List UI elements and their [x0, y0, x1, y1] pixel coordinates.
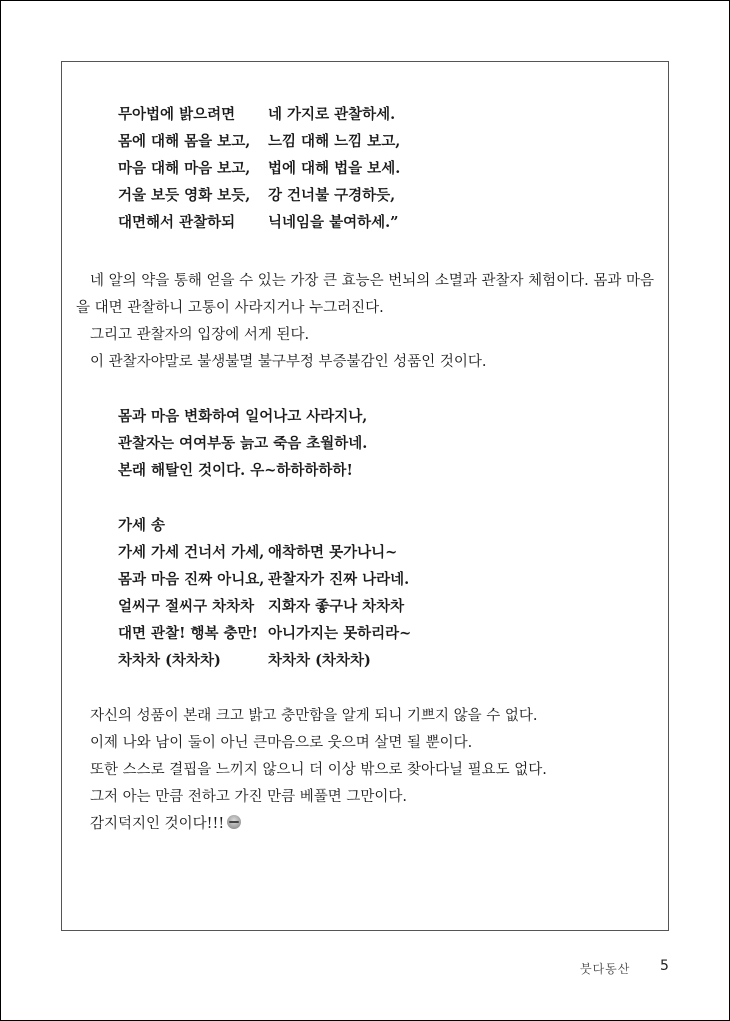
paragraph-line: 또한 스스로 결핍을 느끼지 않으니 더 이상 밖으로 찾아다닐 필요도 없다.: [90, 762, 547, 778]
verse-right: 닉네임을 붙여하세.”: [268, 214, 399, 231]
body-paragraph-1: [76, 268, 656, 376]
verse-stanza-3: [118, 512, 411, 674]
paragraph-line: 이제 나와 남이 둘이 아닌 큰마음으로 웃으며 살면 될 뿐이다.: [90, 735, 473, 751]
paragraph-line: 그저 아는 만큼 전하고 가진 만큼 베풀면 그만이다.: [90, 789, 408, 805]
verse-line: 관찰자는 여여부동 늙고 죽음 초월하네.: [118, 435, 368, 452]
verse-line: 몸과 마음 변화하여 일어나고 사라지나,: [118, 408, 368, 425]
verse-right: 네 가지로 관찰하세.: [268, 106, 396, 123]
paragraph-line: 자신의 성품이 본래 크고 밝고 충만함을 알게 되니 기쁘지 않을 수 없다.: [90, 708, 538, 724]
verse-row: [118, 566, 411, 593]
paragraph-line: 그리고 관찰자의 입장에 서게 된다.: [90, 327, 310, 343]
verse-right: 관찰자가 진짜 나라네.: [268, 571, 410, 588]
verse-left: 몸에 대해 몸을 보고,: [118, 133, 251, 150]
verse-left: 무아법에 밝으려면: [118, 106, 236, 123]
verse-line: 본래 해탈인 것이다. 우~하하하하하!: [118, 462, 353, 479]
verse-right: 아니가지는 못하리라~: [268, 625, 412, 642]
verse-row: [118, 155, 400, 182]
closing-text: 감지덕지인 것이다!!!: [90, 816, 225, 832]
verse-right: 지화자 좋구나 차차차: [268, 598, 405, 615]
verse-row: [118, 128, 400, 155]
verse-row: [118, 182, 400, 209]
page-number: 5: [660, 958, 669, 974]
verse-left: 거울 보듯 영화 보듯,: [118, 187, 251, 204]
verse-stanza-2: [118, 403, 367, 484]
verse-left: 몸과 마음 진짜 아니요,: [118, 571, 265, 588]
verse-right: 느낌 대해 느낌 보고,: [268, 133, 401, 150]
smiley-icon: [227, 815, 241, 829]
verse-row: [118, 620, 411, 647]
verse-stanza-1: [118, 101, 400, 236]
verse-row: [118, 101, 400, 128]
verse-row: [118, 539, 411, 566]
verse-left: 대면 관찰! 행복 충만!: [118, 625, 258, 642]
verse-right: 법에 대해 법을 보세.: [268, 160, 401, 177]
body-paragraph-2: [76, 703, 656, 838]
verse-right: 애착하면 못가나니~: [268, 544, 398, 561]
verse-right: 차차차 (차차차): [268, 652, 371, 669]
verse-left: 차차차 (차차차): [118, 652, 221, 669]
stanza-title: 가세 송: [118, 517, 166, 534]
paragraph-line: 네 알의 약을 통해 얻을 수 있는 가장 큰 효능은 번뇌의 소멸과 관찰자 체험이다. 몸과 마음을 대면 관찰하니 고통이 사라지거나 누그러진다.: [76, 273, 654, 316]
verse-row: [118, 593, 411, 620]
verse-left: 마음 대해 마음 보고,: [118, 160, 251, 177]
verse-left: 얼씨구 절씨구 차차차: [118, 598, 255, 615]
verse-row: [118, 647, 411, 674]
verse-left: 대면해서 관찰하되: [118, 214, 236, 231]
verse-left: 가세 가세 건너서 가세,: [118, 544, 265, 561]
footer-brand: 붓다동산: [580, 962, 631, 976]
paragraph-line-last: [76, 811, 656, 838]
verse-row: [118, 209, 400, 236]
verse-right: 강 건너불 구경하듯,: [268, 187, 396, 204]
paragraph-line: 이 관찰자야말로 불생불멸 불구부정 부증불감인 성품인 것이다.: [90, 354, 487, 370]
